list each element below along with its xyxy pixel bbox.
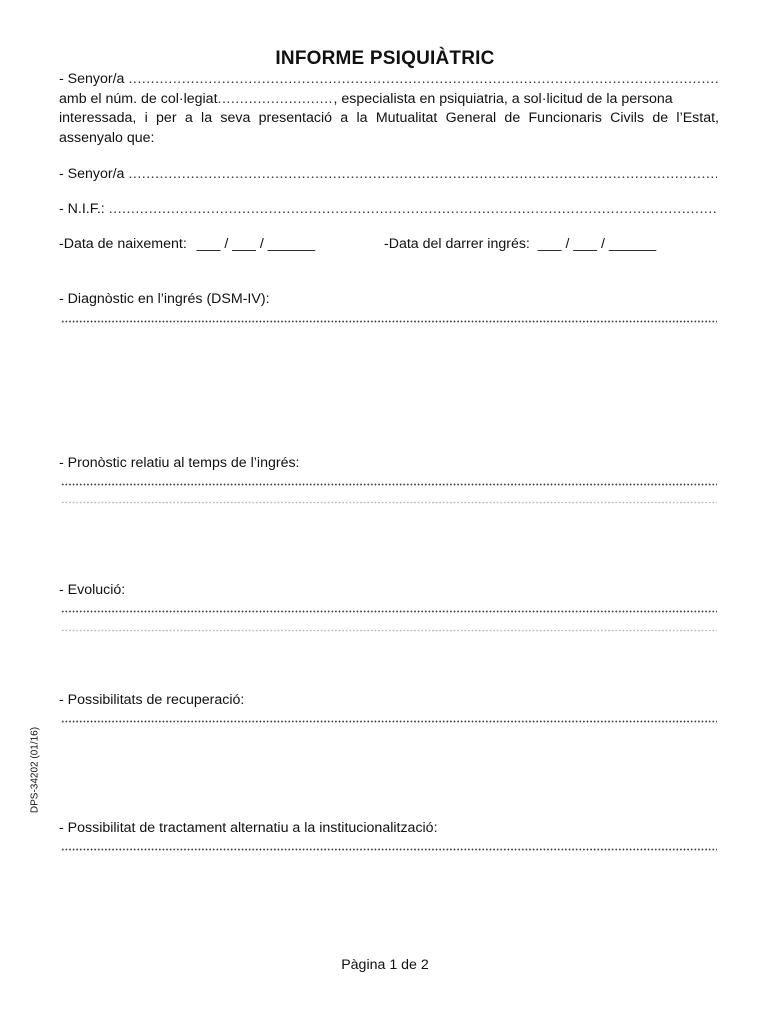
evolution-line-2[interactable] — [61, 629, 717, 632]
intro-collegiate-blank[interactable] — [218, 90, 334, 110]
intro-name-blank[interactable] — [128, 70, 719, 90]
intro-collegiate-label: amb el núm. de col·legiat — [59, 90, 218, 107]
diagnostic-label: - Diagnòstic en l’ingrés (DSM-IV): — [59, 291, 270, 307]
alternative-treatment-label: - Possibilitat de tractament alternatiu a la institucionalització: — [59, 820, 438, 836]
last-admission-label: -Data del darrer ingrés: — [384, 236, 530, 252]
dates-row — [59, 236, 719, 252]
patient-name-blank[interactable] — [128, 165, 717, 183]
nif-field — [59, 200, 717, 218]
diagnostic-line[interactable] — [61, 320, 717, 323]
recovery-label: - Possibilitats de recuperació: — [59, 692, 245, 708]
page-number: Pàgina 1 de 2 — [341, 957, 429, 973]
prognostic-label: - Pronòstic relatiu al temps de l’ingrés: — [59, 455, 300, 471]
form-code-vertical — [28, 726, 42, 814]
last-admission-blank[interactable]: ___ / ___ / ______ — [537, 236, 657, 252]
intro-specialist-text: , especialista en psiquiatria, a sol·licitud de la persona — [333, 90, 673, 107]
birth-date-blank[interactable]: ___ / ___ / ______ — [196, 236, 316, 252]
intro-paragraph — [59, 70, 719, 148]
birth-date-label: -Data de naixement: — [59, 236, 187, 252]
recovery-line[interactable] — [61, 720, 717, 723]
alternative-treatment-line[interactable] — [61, 848, 717, 851]
evolution-line[interactable] — [61, 610, 717, 613]
nif-blank[interactable] — [109, 200, 717, 218]
intro-senyor-label: - Senyor/a — [59, 71, 125, 87]
patient-name-field — [59, 165, 717, 183]
intro-line-3: interessada, i per a la seva presentació a la Mutualitat General de Funcionaris Civils de l’Estat, — [59, 110, 719, 126]
patient-name-label: - Senyor/a — [59, 166, 125, 182]
prognostic-line[interactable] — [61, 483, 717, 486]
evolution-label: - Evolució: — [59, 582, 126, 598]
intro-line-1 — [59, 70, 719, 90]
nif-label: - N.I.F.: — [59, 201, 105, 217]
intro-line-2 — [59, 90, 719, 110]
prognostic-line-2[interactable] — [61, 501, 717, 504]
form-code-text: DPS-34202 (01/16) — [29, 726, 41, 814]
last-admission-group — [384, 236, 656, 252]
intro-line-4: assenyalo que: — [59, 129, 155, 146]
document-title: INFORME PSIQUIÀTRIC — [275, 48, 495, 69]
